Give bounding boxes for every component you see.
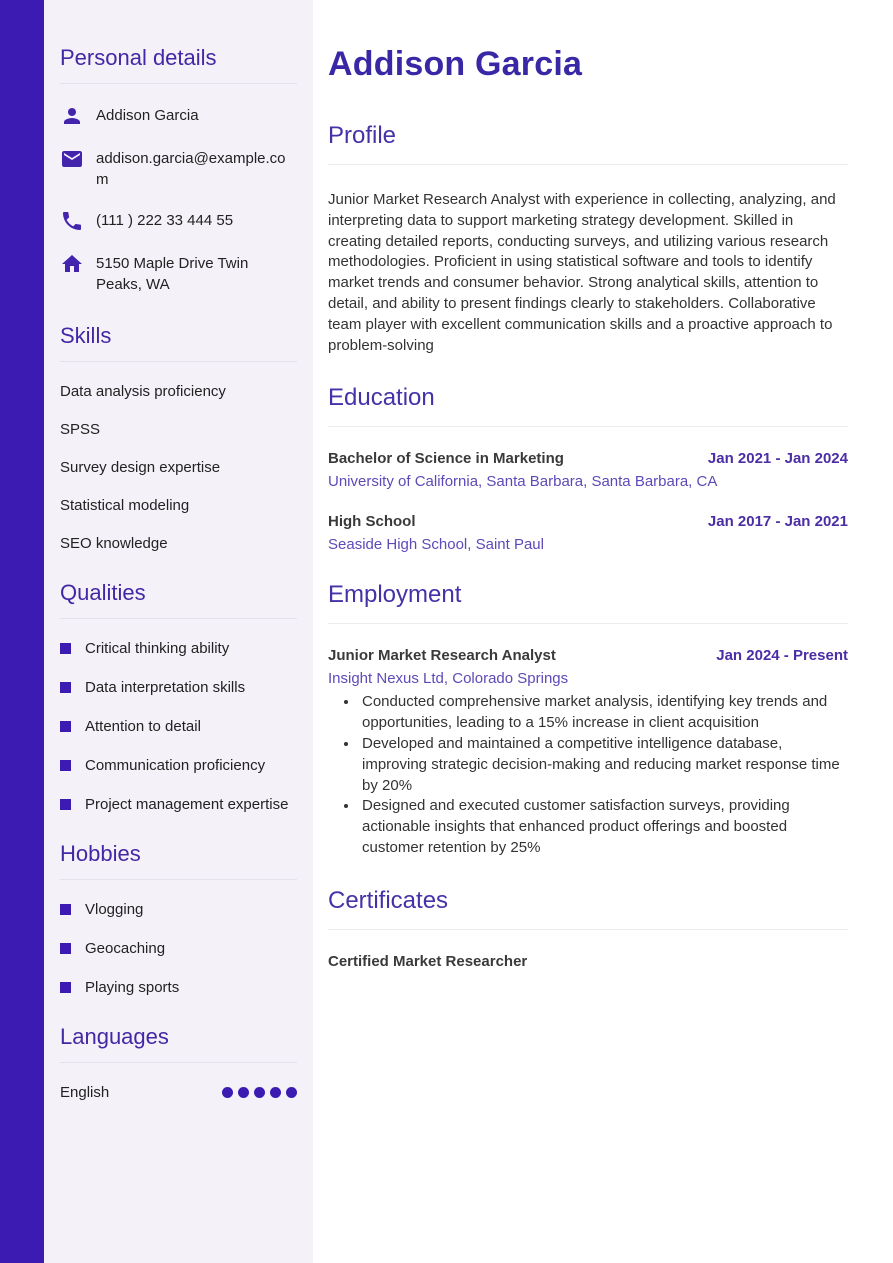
personal-name-row bbox=[60, 105, 297, 128]
square-bullet-icon bbox=[60, 943, 71, 954]
job-title: Junior Market Research Analyst bbox=[328, 647, 556, 665]
square-bullet-icon bbox=[60, 904, 71, 915]
hobby-item bbox=[60, 901, 297, 918]
personal-phone-value: (111 ) 222 33 444 55 bbox=[96, 212, 234, 229]
personal-email-row bbox=[60, 148, 297, 190]
personal-name-value: Addison Garcia bbox=[96, 107, 199, 124]
square-bullet-icon bbox=[60, 643, 71, 654]
accent-stripe bbox=[0, 0, 44, 1263]
square-bullet-icon bbox=[60, 721, 71, 732]
square-bullet-icon bbox=[60, 682, 71, 693]
employment-heading: Employment bbox=[328, 581, 848, 624]
employment-entry bbox=[328, 647, 848, 858]
personal-details-section bbox=[60, 84, 297, 295]
language-level-indicator bbox=[222, 1087, 297, 1098]
quality-item bbox=[60, 796, 297, 813]
employment-bullet: • Designed and executed customer satisfaction surveys, providing actionable insights that enhanced product offerings and boosted customer retention by 25% bbox=[359, 796, 848, 858]
education-dates: Jan 2021 - Jan 2024 bbox=[707, 450, 848, 468]
profile-heading: Profile bbox=[328, 122, 848, 165]
skill-item: Data analysis proficiency bbox=[60, 383, 226, 400]
skills-heading: Skills bbox=[60, 323, 297, 362]
person-icon bbox=[60, 104, 84, 128]
education-entry bbox=[328, 450, 848, 490]
education-entry-head bbox=[328, 450, 848, 467]
personal-email-value: addison.garcia@example.com bbox=[96, 150, 286, 188]
personal-address-row bbox=[60, 253, 297, 295]
qualities-section bbox=[60, 619, 297, 813]
school-name: University of California, Santa Barbara, Santa Barbara, CA bbox=[328, 473, 718, 491]
languages-heading: Languages bbox=[60, 1024, 297, 1063]
skill-item: SPSS bbox=[60, 421, 101, 438]
company-name: Insight Nexus Ltd, Colorado Springs bbox=[328, 670, 569, 688]
hobby-label: Geocaching bbox=[85, 940, 166, 957]
employment-bullet: • Developed and maintained a competitive intelligence database, improving strategic decision-making and reducing market response time by 20% bbox=[359, 734, 848, 796]
school-name: Seaside High School, Saint Paul bbox=[328, 536, 544, 554]
employment-entry-head bbox=[328, 647, 848, 664]
profile-text: Junior Market Research Analyst with experience in collecting, analyzing, and interpreting data to support marketing strategy development. Skilled in creating detailed reports, conducting surveys, and utilizing various research methodologies. Proficient in using statistical software and tools to identify market trends and consumer behavior. Strong analytical skills, attention to detail, and ability to present findings clearly to stakeholders. Collaborative team player with excellent communication skills and a proactive approach to problem-solving bbox=[328, 191, 836, 354]
language-item bbox=[60, 1084, 297, 1101]
home-icon bbox=[60, 252, 84, 276]
skill-item: SEO knowledge bbox=[60, 535, 168, 552]
skill-item: Survey design expertise bbox=[60, 459, 221, 476]
hobbies-section bbox=[60, 880, 297, 996]
language-level-dot bbox=[222, 1087, 233, 1098]
qualities-heading: Qualities bbox=[60, 580, 297, 619]
personal-address-value: 5150 Maple Drive Twin Peaks, WA bbox=[96, 255, 249, 293]
quality-label: Critical thinking ability bbox=[85, 640, 230, 657]
education-entry bbox=[328, 513, 848, 553]
personal-details-heading: Personal details bbox=[60, 45, 297, 84]
personal-phone-row bbox=[60, 210, 297, 233]
email-icon bbox=[60, 147, 84, 171]
degree-title: Bachelor of Science in Marketing bbox=[328, 450, 564, 468]
sidebar bbox=[44, 0, 313, 1263]
quality-label: Communication proficiency bbox=[85, 757, 266, 774]
quality-label: Data interpretation skills bbox=[85, 679, 246, 696]
education-entry-head bbox=[328, 513, 848, 530]
education-dates: Jan 2017 - Jan 2021 bbox=[707, 513, 848, 531]
languages-section bbox=[60, 1063, 297, 1101]
square-bullet-icon bbox=[60, 799, 71, 810]
employment-bullet-list bbox=[328, 692, 848, 858]
quality-label: Attention to detail bbox=[85, 718, 201, 735]
quality-item bbox=[60, 679, 297, 696]
square-bullet-icon bbox=[60, 982, 71, 993]
main-content bbox=[313, 0, 893, 1263]
language-level-dot bbox=[254, 1087, 265, 1098]
education-heading: Education bbox=[328, 384, 848, 427]
skills-section bbox=[60, 362, 297, 552]
square-bullet-icon bbox=[60, 760, 71, 771]
hobby-item bbox=[60, 979, 297, 996]
quality-label: Project management expertise bbox=[85, 796, 289, 813]
hobby-item bbox=[60, 940, 297, 957]
quality-item bbox=[60, 757, 297, 774]
employment-dates: Jan 2024 - Present bbox=[716, 647, 848, 665]
phone-icon bbox=[60, 209, 84, 233]
page-title: Addison Garcia bbox=[328, 45, 583, 83]
language-level-dot bbox=[270, 1087, 281, 1098]
language-level-dot bbox=[238, 1087, 249, 1098]
language-level-dot bbox=[286, 1087, 297, 1098]
hobby-label: Playing sports bbox=[85, 979, 180, 996]
language-name: English bbox=[60, 1084, 110, 1101]
certificates-heading: Certificates bbox=[328, 887, 848, 930]
quality-item bbox=[60, 640, 297, 657]
certificate-name: Certified Market Researcher bbox=[328, 952, 528, 970]
hobby-label: Vlogging bbox=[85, 901, 144, 918]
quality-item bbox=[60, 718, 297, 735]
employment-bullet: • Conducted comprehensive market analysis, identifying key trends and opportunities, leading to a 15% increase in client acquisition bbox=[359, 692, 848, 734]
hobbies-heading: Hobbies bbox=[60, 841, 297, 880]
skill-item: Statistical modeling bbox=[60, 497, 190, 514]
degree-title: High School bbox=[328, 513, 416, 531]
